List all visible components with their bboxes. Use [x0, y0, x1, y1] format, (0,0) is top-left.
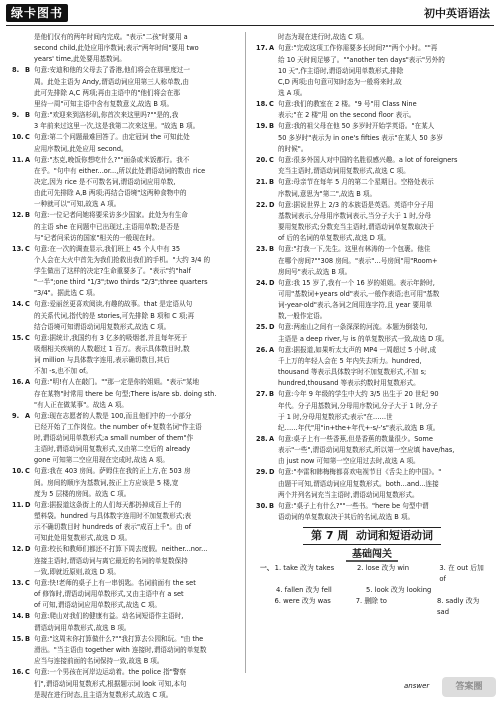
practice-row: [260, 596, 488, 618]
explanation-line: 由 just now 可知第一空应用过去时,故选 A 项。: [278, 457, 420, 465]
answer-entry: [256, 501, 488, 512]
question-number: 16.: [12, 378, 24, 386]
question-number: 26.: [256, 345, 268, 354]
explanation-text: 句意:"完成这项工作你需要多长时间?""两个小时。""再: [278, 44, 438, 52]
explanation-line: of 后的名词的单复数形式,故选 D 项。: [278, 234, 391, 242]
answer-entry: [256, 155, 488, 166]
explanation-line: of 修饰时,谓语动词用单数形式,又由主语中有 a set: [34, 590, 184, 598]
explanation-text: 句意:在一次的调查显示,我们班上 45 个人中有 35: [34, 244, 181, 253]
explanation-line: 不加 -s,也不加 of。: [34, 367, 93, 375]
answer-letter: B: [269, 178, 275, 186]
explanation-line: 的主语 she 在问题中已出现过,主语用单数;是否是: [34, 222, 180, 231]
answer-entry: [12, 667, 244, 678]
explanation-text: 句意:很多外国人对中国的名胜很感兴趣。a lot of foreigners: [278, 155, 458, 164]
answer-entry: [256, 278, 488, 289]
answer-letter: D: [269, 468, 275, 476]
section-marker: 一、: [260, 564, 274, 572]
explanation-text: 句意:今年 9 年级的学生中大约 3/5 出生于 20 世纪 90: [278, 390, 439, 398]
correction-item: 8. sadly 改为 sad: [436, 597, 480, 616]
explanation-line: 10 天",作主语时,谓语动词用单数形式,排除: [278, 66, 404, 75]
explanation-line: 要用复数形式;分数充当主语时,谓语动词单复数取决于: [278, 223, 434, 231]
answer-letter: C: [25, 467, 30, 475]
answer-letter: C: [25, 300, 30, 308]
explanation-line: 主语时,谓语动词用复数形式,又由第二空后的 already: [34, 445, 191, 453]
answer-entry: [12, 333, 244, 344]
practice-list: [256, 563, 488, 618]
explanation-line: 词 million 与具体数字连用,表示确切数目,其后: [34, 356, 170, 364]
week-heading: [256, 527, 488, 545]
answer-letter: B: [25, 66, 31, 74]
explanation-line: 语动词的单复数取决于其后的名词,故选 B 项。: [278, 513, 415, 521]
answer-letter: C: [269, 99, 274, 108]
answer-letter: D: [25, 500, 31, 509]
answer-letter: B: [25, 110, 31, 119]
explanation-text: 句意:安迪和他的父母去了香港,他们将会在那里度过一: [34, 66, 190, 74]
question-number: 13.: [12, 244, 24, 253]
explanation-line: 谓语动词用单数形式,故选 B 项。: [34, 623, 131, 632]
question-number: 18.: [256, 99, 268, 108]
explanation-line: 于 1 时,分母用复数形式;表示"在……世: [278, 412, 393, 421]
answer-entry: [12, 466, 244, 477]
answer-letter: D: [269, 278, 275, 287]
answer-letter: D: [269, 200, 275, 209]
explanation-line: 由此可先排除 A,B 两项;再结合语境"这两种食物中的: [34, 189, 187, 197]
answer-letter: C: [269, 155, 274, 164]
answer-letter: A: [25, 155, 31, 164]
explanation-line: "有人正在做某事"。故选 A 项。: [34, 400, 128, 409]
explanation-line: 已经开始了工作岗位。the number of+复数名词"作主语: [34, 423, 202, 431]
right-entries: [256, 32, 488, 523]
answer-entry: [256, 99, 488, 110]
answer-entry: [256, 244, 488, 255]
question-number: 13.: [12, 578, 24, 587]
answer-letter: A: [25, 378, 31, 386]
correction-item: 7. 删除 to: [355, 597, 387, 605]
answer-letter: A: [25, 411, 31, 420]
question-number: 16.: [12, 668, 24, 676]
explanation-text: 句意:爱丽丝更喜欢阅读,有趣的故事。that 是定语从句: [34, 300, 193, 308]
explanation-line: 的时候"。: [278, 144, 308, 153]
answer-entry: [12, 65, 244, 76]
question-number: 14.: [12, 300, 24, 308]
question-number: 27.: [256, 390, 268, 398]
answer-entry: [256, 43, 488, 54]
answer-entry: [256, 434, 488, 445]
answer-entry: [256, 322, 488, 333]
section-marker: [260, 596, 274, 618]
question-number: 17.: [256, 44, 268, 52]
answer-entry: [12, 544, 244, 555]
brand-logo: 绿卡图书: [6, 4, 68, 22]
correction-item: 6. were 改为 was: [274, 597, 331, 605]
answer-entry: [12, 578, 244, 589]
explanation-line: 存在某物"时常用 there be 句型;There is/are sb. doing sth.: [34, 389, 217, 398]
explanation-line: 滑出。"当主语由 together with 连接时,谓语动词的单复数: [34, 646, 207, 654]
question-number: 11.: [12, 155, 24, 164]
explanation-line: 是现在进行时态,且主语为复数形式,故选 C 项。: [34, 690, 173, 699]
explanation-line: 选 A 项。: [278, 88, 307, 97]
answer-entry: [256, 177, 488, 188]
practice-row: [260, 585, 488, 596]
explanation-text: 句意:据统计,我国约有 3 亿多的吸烟者,并且每年死于: [34, 333, 188, 342]
question-number: 14.: [12, 612, 24, 620]
section-title: 基础闯关: [346, 549, 398, 562]
answer-letter: C: [25, 133, 30, 141]
explanation-line: 里待一周"可知主语中含有复数意义,故选 B 项。: [34, 99, 174, 108]
book-title: 初中英语语法: [424, 7, 490, 20]
question-number: 23.: [256, 245, 268, 253]
answer-letter: B: [269, 122, 275, 130]
explanation-text: 句意:第二个问题最难回答了。由定冠词 the 可知此处: [34, 133, 190, 141]
explanation-text: 句意:我在 403 房间。萨姆住在我的正上方,在 503 房: [34, 467, 191, 475]
explanation-line: 们",谓语动词用复数形式,根据题示词 look 可知,本句: [34, 679, 187, 688]
explanation-text: 句意:校长和教师们都还不打算下周去度假。neither...nor...: [34, 545, 208, 553]
explanation-line: 年代。分子用基数词,分母用序数词,分子大于 1 时,分子: [278, 401, 438, 410]
answer-entry: [12, 634, 244, 645]
explanation-line: 表示"一些",谓语动词用复数形式,所以第一空应填 have/has,: [278, 446, 455, 454]
question-number: 8.: [12, 66, 20, 74]
explanation-text: 句意:我 15 岁了,我有一个 16 岁的姐姐。表示年龄时,: [278, 278, 435, 287]
answer-entry: [12, 210, 244, 221]
explanation-text: 句意:我们的教室在 2 楼。"9 号"用 Class Nine: [278, 99, 417, 108]
question-number: 15.: [12, 333, 24, 342]
explanation-line: 给 10 天时间足够了。""another ten days"表示"另外的: [278, 55, 445, 64]
explanation-text: 句意:我的祖父母在他 50 多岁时开始学英语。"在某人: [278, 122, 435, 130]
answer-letter: B: [269, 501, 275, 510]
answer-entry: [256, 389, 488, 400]
explanation-line: 主语是 a deep river,与 is 的单复数形式一致,故选 D 项。: [278, 334, 449, 343]
answer-letter: D: [269, 323, 275, 331]
explanation-text: 句意:现在志愿者的人数是 100,而且他们中的一小部分: [34, 411, 192, 420]
answer-letter: C: [25, 333, 30, 342]
explanation-line: 结合语境可知谓语动词用复数形式,故选 C 项。: [34, 322, 171, 331]
answer-letter: C: [25, 578, 30, 587]
explanation-line: 应当与连接前面的名词保持一致,故选 B 项。: [34, 657, 164, 665]
explanation-line: 千上万的年轻人会在 5 年内失去听力。hundred,: [278, 357, 422, 365]
question-number: 25.: [256, 323, 268, 331]
right-column: [256, 32, 488, 618]
question-number: 29.: [256, 468, 268, 476]
explanation-line: hundred,thousand 等表示约数时用复数形式。: [278, 379, 420, 387]
explanation-line: 时,谓语动词用单数形式;a small number of them"作: [34, 434, 194, 442]
answer-entry: [12, 611, 244, 622]
explanation-line: 由题干可知,谓语动词应用复数形式。both...and...连接: [278, 479, 439, 488]
explanation-line: 可知此处用复数形式,故选 D 项。: [34, 534, 132, 542]
explanation-text: 句意:"李雷和韩梅梅都喜欢电视节目《舌尖上的中国》。": [278, 468, 442, 476]
explanation-line: thousand 等表示具体数字时不加复数形式,不加 s;: [278, 368, 427, 376]
question-number: 9.: [12, 411, 20, 420]
explanation-line: years' time,此处要用基数词。: [34, 55, 126, 63]
explanation-line: 塑料袋。hundred 与具体数字连用时不加复数形式;表: [34, 512, 192, 520]
watermark-logo: 答案圈: [442, 677, 496, 697]
explanation-text: 句意:母亲节在每年 5 月的第二个星期日。空格处表示: [278, 178, 434, 186]
question-number: 30.: [256, 501, 268, 510]
practice-row: [260, 563, 488, 585]
answer-entry: [12, 155, 244, 166]
explanation-line: 一种就可以"可知,故选 A 项。: [34, 200, 121, 208]
correction-item: 3. 在 out 后加 of: [439, 564, 484, 583]
explanation-line: of 可知,谓语动词应用单数形式,故选 C 项。: [34, 601, 161, 609]
section-marker: [260, 585, 276, 596]
explanation-line: 两个并列名词充当主语时,谓语动词用复数形式。: [278, 490, 419, 499]
explanation-text: 句意:"桌子上有什么?""一些书。"here be 句型中谓: [278, 501, 429, 510]
explanation-text: 句意:据说世界上 2/3 的本族语是英语。英语中分子用: [278, 200, 434, 209]
answer-letter: D: [25, 545, 31, 553]
explanation-line: 个人会在大火中首先为我们抢救出我们的手机。"大约 3/4 的: [34, 256, 211, 264]
explanation-line: 度为 5 层楼的房间。故选 C 项。: [34, 489, 131, 498]
answer-letter: B: [25, 612, 31, 620]
explanation-line: 应用序数词,此处应用 second。: [34, 144, 128, 153]
explanation-line: 房间号"表示,故选 B 项。: [278, 267, 352, 276]
explanation-line: 表示;"在 2 楼"用 on the second floor 表示。: [278, 111, 416, 119]
explanation-line: 在乎。"句中有 either...or...,所以此处谓语动词的数由 rice: [34, 167, 206, 175]
correction-item: 1. take 改为 takes: [274, 564, 335, 572]
explanation-line: 周。此处主语为 Andy,谓语动词应用第三人称单数,由: [34, 77, 189, 86]
answer-letter: B: [25, 634, 31, 643]
explanation-text: 句意:"打我一下,先生。这里有林涛的一个包裹。他住: [278, 245, 431, 253]
question-number: 11.: [12, 500, 24, 509]
answer-letter: A: [269, 44, 275, 52]
explanation-text: 句意:两座山之间有一条深深的河流。本题为倒装句,: [278, 323, 428, 331]
explanation-line: 充当主语时,谓语动词用复数形式,故选 C 项。: [278, 167, 410, 175]
answer-entry: [12, 110, 244, 121]
explanation-line: 可用"基数词+years old"表示,一般作表语;也可用"基数: [278, 290, 440, 298]
explanation-text: 句意:一个男孩在河岸边运动着。the police 指"警察: [34, 668, 186, 676]
question-number: 12.: [12, 545, 24, 553]
answer-letter: B: [269, 245, 275, 253]
explanation-line: 词-year-old"表示,各词之间用连字符,且 year 要用单: [278, 301, 433, 309]
question-number: 12.: [12, 211, 24, 219]
answer-letter: B: [25, 211, 31, 219]
explanation-line: 此可先排除 A,C 两项;再由主语中的"他们将会在那: [34, 88, 180, 97]
answer-label: answer: [404, 682, 430, 690]
answer-entry: [12, 411, 244, 422]
answer-letter: A: [269, 434, 275, 443]
question-number: 28.: [256, 434, 268, 443]
column-divider: [245, 32, 246, 673]
answer-entry: [256, 345, 488, 356]
explanation-line: 决定,因为 rice 是不可数名词,谓语动词应用单数,: [34, 178, 176, 186]
explanation-text: 句意:爬山对我们的健康有益。动名词短语作主语时,: [34, 612, 184, 620]
week-topic: 动词和短语动词: [356, 529, 433, 542]
explanation-line: 连接主语时,谓语动词与离它最近的名词的单复数保持: [34, 556, 188, 565]
week-title: [303, 527, 441, 545]
explanation-line: second child,此处应用序数词;表示"两年时间"要用 two: [34, 44, 199, 52]
page-header: [0, 0, 500, 28]
explanation-line: 3 年前来过这里一次,这是我第二次来这里。"故选 B 项。: [34, 122, 200, 130]
explanation-line: 基数词表示,分母用序数词表示,当分子大于 1 时,分母: [278, 212, 432, 220]
correction-item: 4. fallen 改为 fell: [276, 586, 332, 594]
question-number: 15.: [12, 634, 24, 643]
explanation-text: 句意:一位记者问她将要采访多少国家。此处为有生命: [34, 211, 188, 219]
explanation-line: 一致,即就近原则,故选 D 项。: [34, 567, 120, 576]
explanation-line: 示不确切数目时 hundreds of 表示"成百上千"。由 of: [34, 523, 192, 531]
explanation-line: 纪……年代"用"in+the+年代+-s/-'s"表示,故选 B 项。: [278, 423, 440, 432]
explanation-line: 间。房间的顺序为基数词,按正上方应该是 5 楼,宽: [34, 478, 179, 487]
explanation-text: 句意:"这周末你打算做什么?""我打算去公园和玩。"由 the: [34, 634, 204, 643]
explanation-line: "3/4"。据此选 C 项。: [34, 289, 100, 297]
answer-letter: B: [269, 390, 275, 398]
question-number: 19.: [256, 122, 268, 130]
explanation-text: 句意:"明!有人在敲门。""那一定是你的姐姐。"表示"某地: [34, 378, 200, 386]
question-number: 24.: [256, 278, 268, 287]
answer-entry: [12, 377, 244, 388]
answer-entry: [12, 244, 244, 255]
question-number: 22.: [256, 200, 268, 209]
explanation-line: 的关系代词,指代的是 stories,可先排除 B 项和 C 项;再: [34, 311, 195, 320]
explanation-text: 句意:"杰克,晚饭你想吃什么?""面条或米饭都行。我不: [34, 155, 190, 164]
question-number: 9.: [12, 110, 20, 119]
week-label: 第 7 周: [311, 529, 349, 542]
correction-item: 2. lose 改为 win: [356, 564, 410, 572]
explanation-line: gone 可知第二空应用现在完成时,故选 A 项。: [34, 456, 169, 464]
answer-letter: C: [25, 244, 30, 253]
explanation-text: 句意:快!老师的桌子上有一串钥匙。名词前面有 the set: [34, 578, 196, 587]
question-number: 21.: [256, 178, 268, 186]
header-rule: [6, 25, 494, 26]
answer-entry: [256, 467, 488, 478]
explanation-line: 学生做出了这样的决定?生命重要多了。"表示"约"half: [34, 267, 191, 275]
explanation-line: 序数词,意思为"第二",故选 B 项。: [278, 189, 377, 198]
answer-entry: [256, 200, 488, 211]
correction-item: 5. look 改为 looking: [366, 586, 432, 594]
explanation-line: 与"记者问采访的国家"相关的一般现在时。: [34, 233, 159, 242]
left-column: [12, 32, 244, 701]
explanation-text: 句意:据报道这条街上的人们每天都扔掉成百上千的: [34, 500, 182, 509]
explanation-text: 句意:"欢迎来到洛杉矶,你首次来这里吗?""是的,我: [34, 110, 179, 119]
answer-letter: A: [269, 345, 275, 354]
explanation-line: C,D 两项;由句意可知时态为一般将来时,故: [278, 77, 402, 86]
answer-letter: C: [25, 668, 30, 676]
answer-entry: [256, 121, 488, 132]
explanation-line: 是他们仅有的两年时间内完成。"表示"二孩"时要用 a: [34, 33, 188, 41]
section-heading: [256, 548, 488, 561]
answer-entry: [12, 299, 244, 310]
explanation-line: 时态为现在进行时,故选 C 项。: [278, 33, 369, 41]
answer-entry: [12, 500, 244, 511]
explanation-line: 在哪个房间?""308 房间。"表示"…号房间"用"Room+: [278, 256, 438, 265]
question-number: 10.: [12, 133, 24, 141]
explanation-line: 吸烟相关疾病的人数超过 1 百万。表示具体数目时,数: [34, 345, 190, 353]
explanation-text: 句意:据报道,如果听太太声的 MP4 一周超过 5 小时,成: [278, 345, 437, 354]
explanation-line: 50 多岁时"表示为 in one's fifties 表示"在某人 50 多岁: [278, 133, 444, 142]
question-number: 10.: [12, 467, 24, 475]
explanation-text: 句意:桌子上有一些香蕉,但是香蕉的数量很少。Some: [278, 434, 433, 443]
answer-entry: [12, 132, 244, 143]
explanation-line: 数,一般作定语。: [278, 312, 327, 320]
explanation-line: "一半";one third "1/3";two thirds "2/3";three quarters: [34, 278, 208, 286]
question-number: 20.: [256, 155, 268, 164]
